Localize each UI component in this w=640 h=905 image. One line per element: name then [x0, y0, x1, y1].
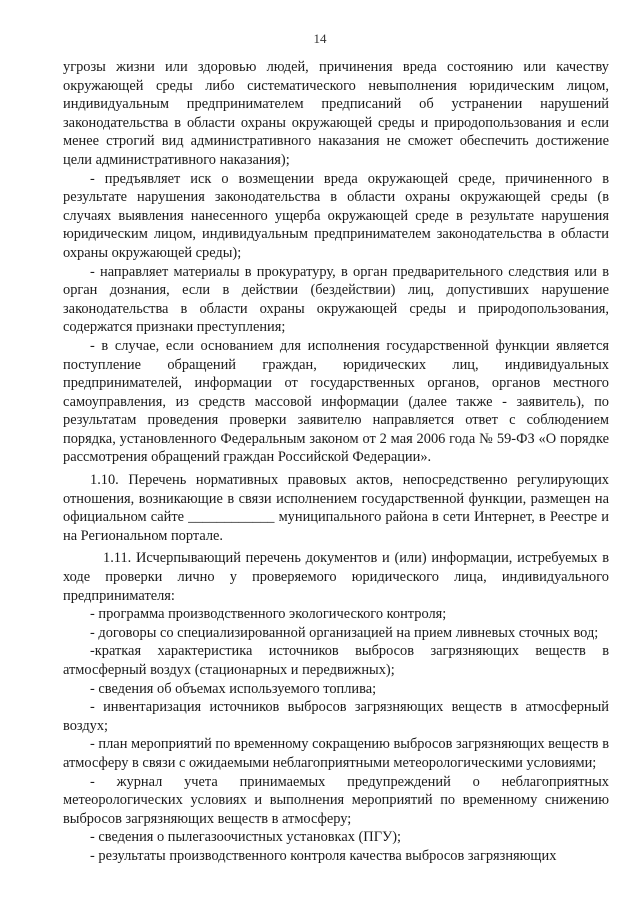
paragraph-1-11: 1.11. Исчерпывающий перечень документов и (или) информации, истребуемых в ходе проверки лично у проверяемого юридического лица, индивидуального предпринимателя: [63, 550, 609, 604]
list-item: -краткая характеристика источников выбросов загрязняющих веществ в атмосферный воздух (стационарных и передвижных); [63, 643, 609, 678]
paragraph-prosecutor: - направляет материалы в прокуратуру, в орган предварительного следствия или в орган дознания, если в действии (бездействии) лиц, допустивших нарушение законодательства в области охраны окружающей среды и природопользования, содержатся признаки преступления; [63, 263, 609, 336]
list-item: - результаты производственного контроля качества выбросов загрязняющих [90, 847, 557, 864]
document-body [63, 58, 609, 866]
list-item: - сведения о пылегазоочистных установках (ПГУ); [90, 829, 401, 846]
page-number: 14 [313, 31, 327, 46]
paragraph-claim: - предъявляет иск о возмещении вреда окружающей среде, причиненного в результате нарушения законодательства в области охраны окружающей среды (в случаях выявления нанесенного ущерба окружающей среде в результате нарушения юридическим лицом, индивидуальным предпринимателем законодательства в области охраны окружающей среды); [63, 170, 609, 261]
list-item: - программа производственного экологического контроля; [90, 606, 447, 623]
list-item: - план мероприятий по временному сокращению выбросов загрязняющих веществ в атмосферу в связи с ожидаемыми неблагоприятными метеорологическими условиями; [63, 736, 609, 771]
list-item: - инвентаризация источников выбросов загрязняющих веществ в атмосферный воздух; [63, 699, 609, 734]
list-item: - журнал учета принимаемых предупреждений о неблагоприятных метеорологических условиях и выполнения мероприятий по временному снижению выбросов загрязняющих веществ в атмосферу; [63, 773, 609, 827]
paragraph-continuation: угрозы жизни или здоровью людей, причинения вреда состоянию или качеству окружающей среды либо систематического невыполнения юридическим лицом, индивидуальным предпринимателем предписаний об устранении нарушений законодательства в области охраны окружающей среды и природопользования и если менее строгий вид административного наказания не сможет обеспечить достижение цели административного наказания); [63, 59, 609, 168]
list-item: - договоры со специализированной организацией на прием ливневых сточных вод; [90, 624, 599, 641]
list-item: - сведения об объемах используемого топлива; [90, 680, 377, 697]
paragraph-appeals: - в случае, если основанием для исполнения государственной функции является поступление обращений граждан, юридических лиц, индивидуальных предпринимателей, информации от государственных органов, органов местного самоуправления, из средств массовой информации (далее также - заявитель), по результатам проведения проверки заявителю направляется ответ с соблюдением порядка, установленного Федеральным законом от 2 мая 2006 года № 59-ФЗ «О порядке рассмотрения обращений граждан Российской Федерации». [63, 337, 609, 466]
paragraph-1-10: 1.10. Перечень нормативных правовых актов, непосредственно регулирующих отношения, возникающие в связи исполнением государственной функции, размещен на официальном сайте ____________ муниципального района в сети Интернет, в Реестре и на Региональном портале. [63, 472, 609, 544]
